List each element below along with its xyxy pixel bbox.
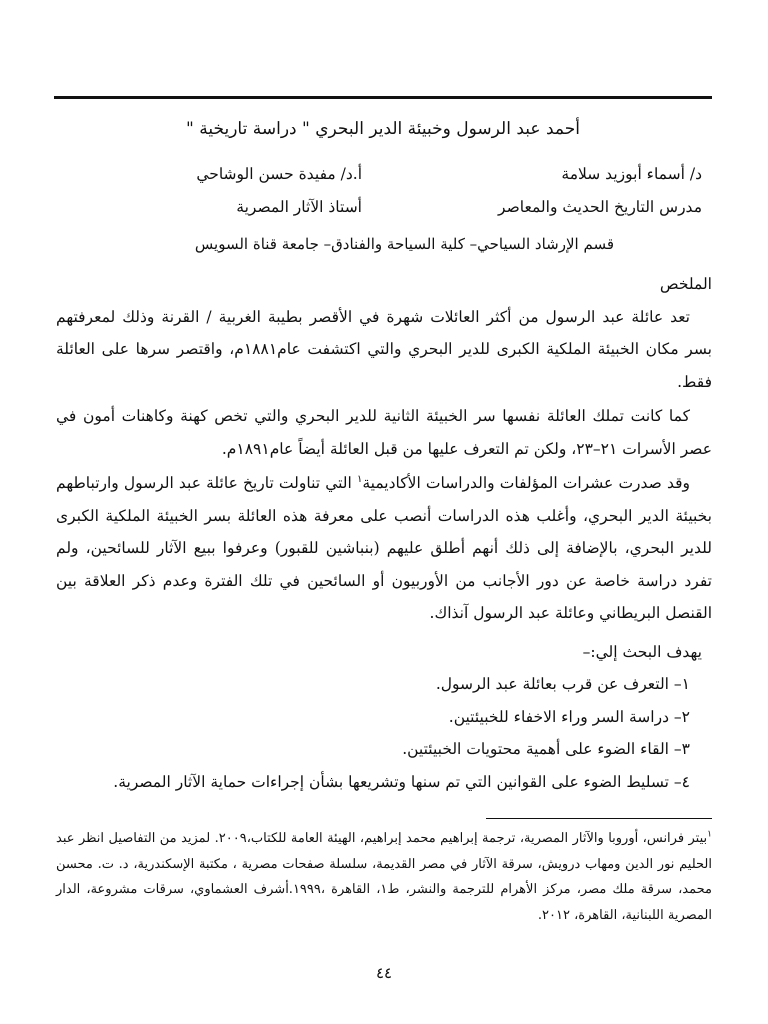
author-roles-row	[112, 191, 702, 224]
footnote-text: بيتر فرانس، أوروبا والآثار المصرية، ترجمة إبراهيم محمد إبراهيم، الهيئة العامة للكتاب،٢٠٠٩. لمزيد من التفاصيل انظر عبد الحليم نور الدين ومهاب درويش، سرقة الآثار في مصر القديمة، سلسلة صفحات مصرية ، مكتبة الإسكندرية، د. ت. محسن محمد، سرقة ملك مصر، مركز الأهرام للترجمة والنشر، ط١، القاهرة ،١٩٩٩.أشرف العشماوي، سرقات مشروعة، الدار المصرية اللبنانية، القاهرة، ٢٠١٢.	[56, 831, 712, 923]
author1-role: مدرس التاريخ الحديث والمعاصر	[498, 198, 702, 216]
author2-name: أ.د/ مفيدة حسن الوشاحي	[196, 165, 362, 183]
author2-role: أستاذ الآثار المصرية	[236, 198, 362, 216]
list-item: ٤– تسليط الضوء على القوانين التي تم سنها وتشريعها بشأن إجراءات حماية الآثار المصرية.	[113, 772, 690, 791]
abstract-paragraph-3	[56, 467, 712, 630]
paragraph-3-rest: التي تناولت تاريخ عائلة عبد الرسول وارتباطهم بخبيئة الدير البحري، وأغلب هذه الدراسات أنصب على معرفة هذه العائلة بسر الخبيئة الملكية الكبرى للدير البحري، بالإضافة إلى ذلك أنهم أطلق عليهم (بنباشين للقبور) وعرفوا ببيع الآثار للسائحين، ولم تفرد دراسة خاصة عن دور الأجانب من الأوربيون أو السائحين في تلك الفترة وعدم ذكر العلاقة بين القنصل البريطاني وعائلة عبد الرسول آنذاك.	[56, 474, 712, 622]
footnote	[56, 826, 712, 928]
affiliation: قسم الإرشاد السياحي– كلية السياحة والفنادق– جامعة قناة السويس	[194, 235, 614, 253]
authors-block	[112, 158, 702, 224]
footnote-separator	[486, 818, 712, 819]
abstract-heading: الملخص	[659, 275, 712, 293]
abstract-paragraph-1: تعد عائلة عبد الرسول من أكثر العائلات شهرة في الأقصر بطيبة الغربية / القرنة وذلك لمعرفتهم بسر مكان الخبيئة الملكية الكبرى للدير البحري والتي اكتشفت عام١٨٨١م، واقتصر سرها على العائلة فقط.	[56, 307, 712, 391]
abstract-body	[56, 268, 712, 798]
paragraph-3-start: وقد صدرت عشرات المؤلفات والدراسات الأكاديمية	[362, 474, 690, 492]
list-item: ٢– دراسة السر وراء الاخفاء للخبيئتين.	[448, 707, 690, 726]
aims-title: يهدف البحث إلي:–	[582, 642, 702, 661]
author1-name: د/ أسماء أبوزيد سلامة	[561, 165, 702, 183]
footnote-reference[interactable]: ١	[356, 473, 363, 485]
list-item: ١– التعرف عن قرب بعائلة عبد الرسول.	[435, 675, 690, 693]
paper-title: أحمد عبد الرسول وخبيئة الدير البحري " دراسة تاريخية "	[186, 119, 580, 139]
author-names-row	[112, 158, 702, 191]
list-item: ٣– القاء الضوء على أهمية محتويات الخبيئتين.	[402, 740, 690, 758]
header-rule	[54, 96, 712, 99]
abstract-paragraph-2: كما كانت تملك العائلة نفسها سر الخبيئة الثانية للدير البحري والتي تخص كهنة وكاهنات أمون في عصر الأسرات ٢١–٢٣، ولكن تم التعرف عليها من قبل العائلة أيضاً عام١٨٩١م.	[56, 407, 712, 458]
page-number: ٤٤	[375, 964, 393, 982]
aims-list	[56, 668, 712, 798]
footnote-mark: ١	[707, 829, 712, 840]
